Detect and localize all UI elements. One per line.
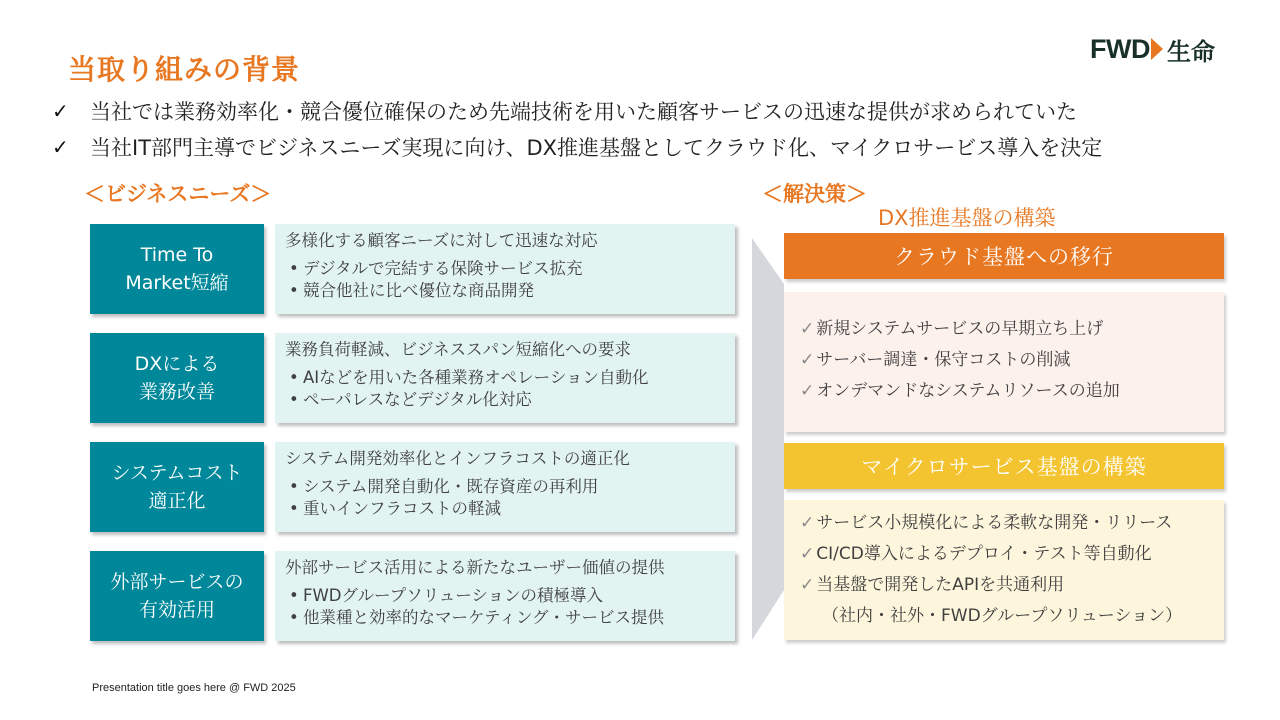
cloud-migration-bar: クラウド基盤への移行 [784, 233, 1224, 279]
need-body [275, 442, 735, 532]
check-icon: ✓ [800, 513, 815, 533]
page-title: 当取り組みの背景 [68, 53, 301, 86]
logo-kanji: 生命 [1166, 37, 1215, 66]
list-item: • 重いインフラコストの軽減 [285, 498, 725, 520]
need-label [90, 442, 264, 532]
dx-platform-heading: DX推進基盤の構築 [878, 206, 1056, 230]
business-needs-heading: ＜ビジネスニーズ＞ [84, 182, 272, 206]
check-icon: ✓ [800, 544, 815, 564]
need-label-line: 外部サービスの [110, 571, 244, 593]
list-item [800, 345, 1210, 376]
need-label-line: 有効活用 [138, 599, 215, 621]
need-body [275, 224, 735, 314]
microservice-bar: マイクロサービス基盤の構築 [784, 443, 1224, 489]
list-item: • システム開発自動化・既存資産の再利用 [285, 476, 725, 498]
need-label-line: システムコスト [111, 462, 243, 484]
need-headline: システム開発効率化とインフラコストの適正化 [285, 449, 630, 468]
need-items [285, 258, 725, 302]
list-item: • AIなどを用いた各種業務オペレーション自動化 [285, 367, 725, 389]
need-label [90, 333, 264, 423]
list-item: • 競合他社に比べ優位な商品開発 [285, 280, 725, 302]
need-row-external-services [90, 551, 738, 641]
need-headline: 多様化する顧客ニーズに対して迅速な対応 [285, 231, 598, 250]
need-row-system-cost [90, 442, 738, 532]
need-label [90, 224, 264, 314]
cloud-item-text: 新規システムサービスの早期立ち上げ [816, 319, 1104, 339]
list-item [800, 376, 1210, 407]
need-label-line: 業務改善 [138, 381, 215, 403]
need-row-time-to-market [90, 224, 738, 314]
list-item: • 他業種と効率的なマーケティング・サービス提供 [285, 607, 725, 629]
list-item: • FWDグループソリューションの積極導入 [285, 585, 725, 607]
need-label-line: Market短縮 [125, 272, 229, 294]
cloud-item-text: オンデマンドなシステムリソースの追加 [816, 381, 1120, 401]
cloud-item-text: サーバー調達・保守コストの削減 [816, 350, 1071, 370]
list-item [800, 570, 1210, 601]
need-body [275, 333, 735, 423]
summary-bullet-text: 当社IT部門主導でビジネスニーズ実現に向け、DX推進基盤としてクラウド化、マイクロサービス導入を決定 [90, 136, 1103, 160]
need-body [275, 551, 735, 641]
need-items [285, 585, 725, 629]
micro-item-text: サービス小規模化による柔軟な開発・リリース [816, 513, 1173, 533]
check-icon: ✓ [52, 135, 69, 159]
list-item: • ペーパレスなどデジタル化対応 [285, 389, 725, 411]
summary-bullet-text: 当社では業務効率化・競合優位確保のため先端技術を用いた顧客サービスの迅速な提供が求められていた [90, 100, 1077, 124]
list-item [800, 314, 1210, 345]
check-icon: ✓ [800, 381, 815, 401]
list-item [800, 508, 1210, 539]
need-headline: 外部サービス活用による新たなユーザー価値の提供 [285, 558, 665, 577]
microservice-box [784, 500, 1224, 640]
need-row-dx-improvement [90, 333, 738, 423]
micro-item-text: 当基盤で開発したAPIを共通利用 [816, 575, 1065, 595]
micro-item-text: CI/CD導入によるデプロイ・テスト等自動化 [816, 544, 1152, 564]
check-icon: ✓ [800, 350, 815, 370]
need-label [90, 551, 264, 641]
solution-heading: ＜解決策＞ [762, 182, 867, 206]
need-label-line: 適正化 [148, 490, 206, 512]
need-items [285, 476, 725, 520]
list-item [800, 539, 1210, 570]
check-icon: ✓ [52, 99, 69, 123]
cloud-migration-box [784, 292, 1224, 432]
need-headline: 業務負荷軽減、ビジネススパン短縮化への要求 [285, 340, 632, 359]
list-item: • デジタルで完結する保険サービス拡充 [285, 258, 725, 280]
need-label-line: DXによる [134, 353, 220, 375]
check-icon: ✓ [800, 575, 815, 595]
need-label-line: Time To [140, 244, 214, 266]
micro-item-note: （社内・社外・FWDグループソリューション） [822, 606, 1183, 626]
need-items [285, 367, 725, 411]
footer-text: Presentation title goes here @ FWD 2025 [92, 682, 296, 694]
logo-latin: FWD [1090, 33, 1150, 64]
check-icon: ✓ [800, 319, 815, 339]
